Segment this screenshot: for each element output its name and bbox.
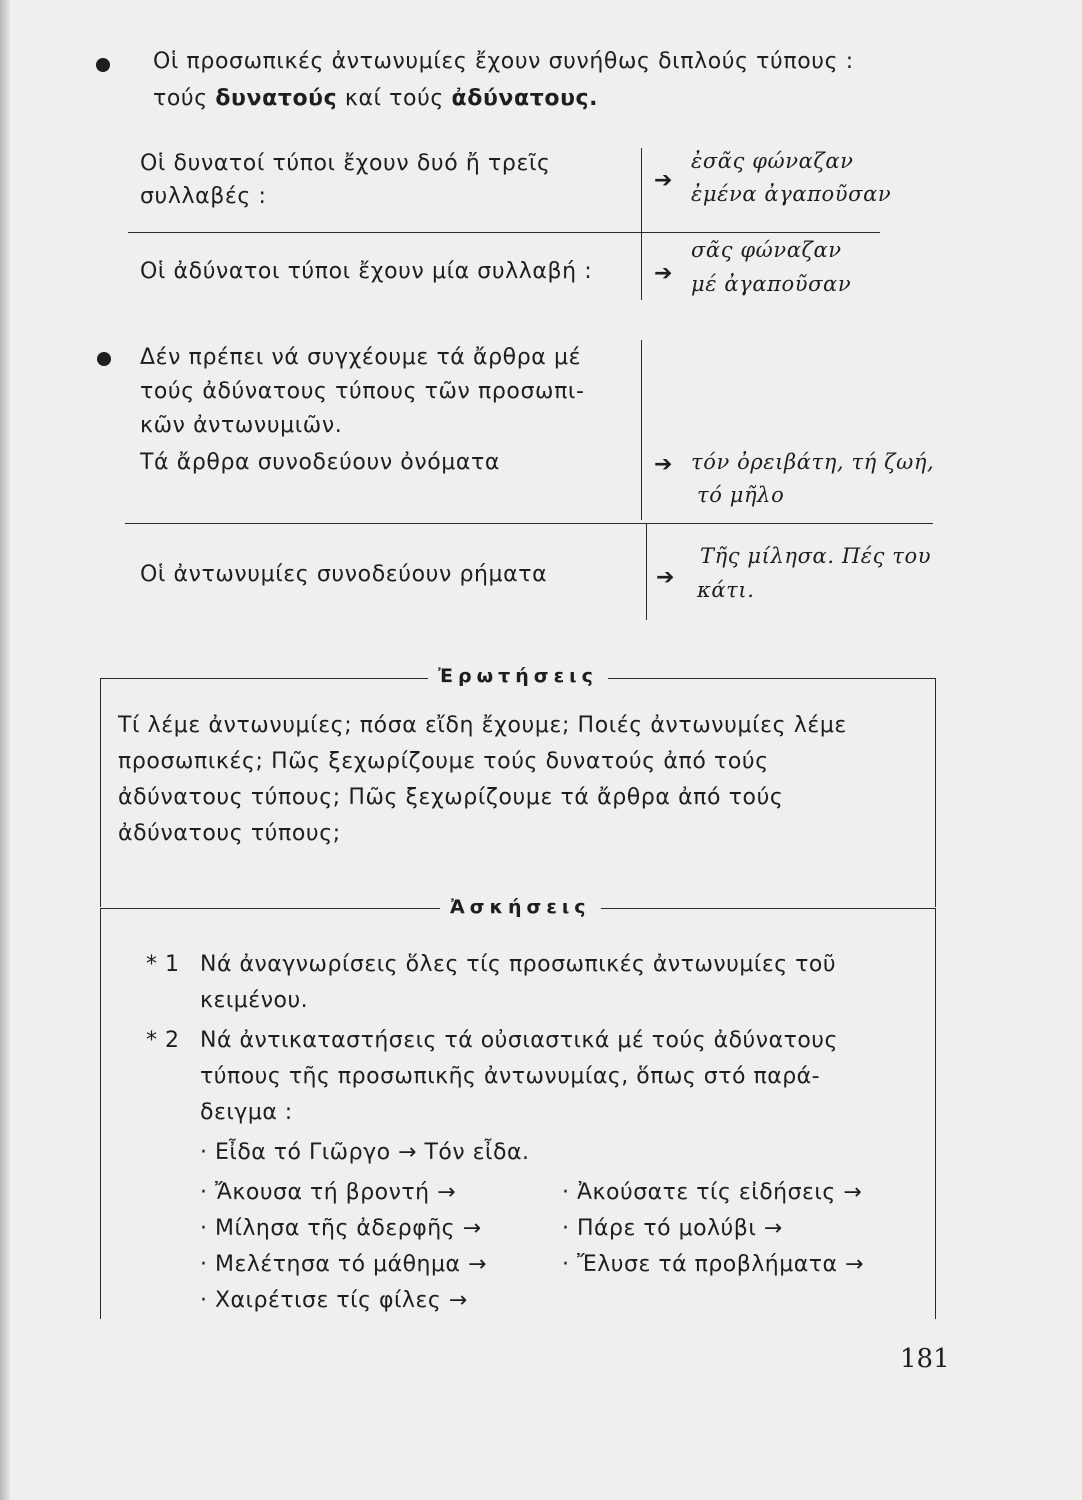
pronouns-example-2: κάτι.: [697, 578, 755, 602]
strong-example-2: ἐμένα ἀγαποῦσαν: [691, 182, 892, 206]
arrow-icon: ➔: [654, 452, 673, 477]
questions-title: Ἐρωτήσεις: [428, 665, 608, 687]
table1-row-rule: [128, 232, 880, 233]
exercise-2-line-2: τύπους τῆς προσωπικῆς ἀντωνυμίας, ὅπως στό παρά-: [200, 1064, 821, 1089]
pronouns-text: Οἱ ἀντωνυμίες συνοδεύουν ρήματα: [140, 562, 548, 587]
exercise-1-line-2: κειμένου.: [200, 988, 309, 1013]
arrow-icon: ➔: [656, 565, 675, 590]
articles-example-2: τό μῆλο: [697, 483, 785, 507]
weak-example-1: σᾶς φώναζαν: [691, 238, 842, 262]
intro-line-2: τούς δυνατούς καί τούς ἀδύνατους.: [153, 86, 599, 111]
question-line-2: προσωπικές; Πῶς ξεχωρίζουμε τούς δυνατούς ἀπό τούς: [118, 749, 769, 774]
table2-row-rule: [125, 523, 933, 524]
exercises-title: Ἀσκήσεις: [440, 896, 601, 918]
exercise-2-marker: * 2: [146, 1028, 180, 1053]
exercise-1-line-1: Νά ἀναγνωρίσεις ὅλες τίς προσωπικές ἀντωνυμίες τοῦ: [200, 952, 837, 977]
question-line-4: ἀδύνατους τύπους;: [118, 821, 341, 846]
table1-divider: [641, 148, 642, 300]
left-item-4: · Χαιρέτισε τίς φίλες →: [200, 1288, 468, 1313]
pronouns-example-1: Τῆς μίλησα. Πές του: [700, 544, 932, 568]
example-sentence: · Εἶδα τό Γιῶργο → Τόν εἶδα.: [200, 1140, 530, 1165]
warning-line-2: τούς ἀδύνατους τύπους τῶν προσωπι-: [140, 379, 585, 404]
strong-example-1: ἐσᾶς φώναζαν: [691, 149, 854, 173]
left-item-2: · Μίλησα τῆς ἀδερφῆς →: [200, 1216, 482, 1241]
strong-forms-text-1: Οἱ δυνατοί τύποι ἔχουν δυό ἤ τρεῖς: [140, 151, 551, 176]
exercise-1-marker: * 1: [146, 952, 180, 977]
warning-line-3: κῶν ἀντωνυμιῶν.: [140, 413, 343, 438]
page-number: 181: [900, 1344, 950, 1374]
warning-line-1: Δέν πρέπει νά συγχέουμε τά ἄρθρα μέ: [140, 345, 582, 370]
question-line-3: ἀδύνατους τύπους; Πῶς ξεχωρίζουμε τά ἄρθρα ἀπό τούς: [118, 785, 784, 810]
articles-text: Τά ἄρθρα συνοδεύουν ὀνόματα: [140, 450, 500, 475]
book-spine-shadow: [0, 0, 10, 1500]
right-item-2: · Πάρε τό μολύβι →: [562, 1216, 783, 1241]
left-item-3: · Μελέτησα τό μάθημα →: [200, 1252, 487, 1277]
bullet-icon: [96, 58, 110, 72]
right-item-3: · Ἔλυσε τά προβλήματα →: [562, 1252, 864, 1277]
exercise-2-line-1: Νά ἀντικαταστήσεις τά οὐσιαστικά μέ τούς ἀδύνατους: [200, 1028, 838, 1053]
weak-example-2: μέ ἀγαποῦσαν: [691, 272, 852, 296]
left-item-1: · Ἄκουσα τή βροντή →: [200, 1180, 457, 1205]
strong-forms-text-2: συλλαβές :: [140, 184, 267, 209]
arrow-icon: ➔: [654, 168, 673, 193]
articles-example-1: τόν ὀρειβάτη, τή ζωή,: [691, 450, 935, 474]
arrow-icon: ➔: [654, 261, 673, 286]
weak-forms-text: Οἱ ἀδύνατοι τύποι ἔχουν μία συλλαβή :: [140, 259, 593, 284]
bullet-icon: [97, 352, 111, 366]
right-item-1: · Ἀκούσατε τίς εἰδήσεις →: [562, 1180, 863, 1205]
table2-divider-top: [641, 340, 642, 520]
question-line-1: Τί λέμε ἀντωνυμίες; πόσα εἴδη ἔχουμε; Ποιές ἀντωνυμίες λέμε: [118, 713, 847, 738]
table2-divider-bottom: [646, 524, 647, 620]
exercise-2-line-3: δειγμα :: [200, 1100, 293, 1125]
intro-line-1: Οἱ προσωπικές ἀντωνυμίες ἔχουν συνήθως διπλούς τύπους :: [153, 49, 854, 74]
